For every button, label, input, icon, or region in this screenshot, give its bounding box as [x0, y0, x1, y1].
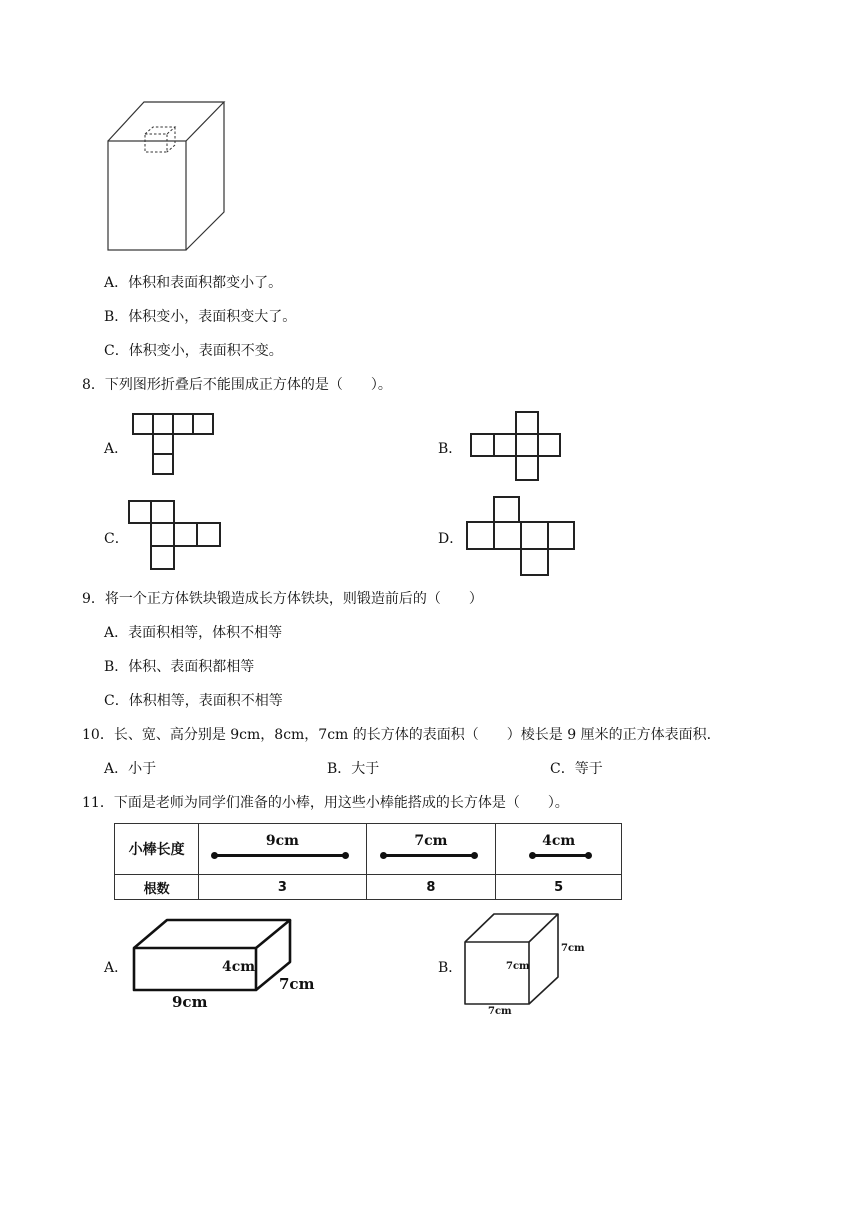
- option-letter: C．: [104, 343, 129, 359]
- option-letter: B．: [327, 761, 352, 777]
- q10-question: 10．长、宽、高分别是 9cm，8cm，7cm 的长方体的表面积（ ）棱长是 9 厘米的正方体表面积.: [82, 727, 712, 743]
- q8-option-c-label[interactable]: C．: [104, 531, 129, 547]
- option-text: 表面积相等，体积不相等: [128, 625, 283, 641]
- cuboid-depth-label: 7cm: [279, 975, 315, 993]
- cube-bottom-label: 7cm: [488, 1006, 512, 1017]
- stick-count-9cm: 3: [199, 875, 366, 900]
- cuboid-height-label: 4cm: [222, 959, 256, 975]
- cube-side-label: 7cm: [561, 943, 585, 954]
- cuboid-length-label: 9cm: [172, 993, 208, 1011]
- option-text: 体积和表面积都变小了。: [128, 275, 283, 291]
- stick-length-header: 小棒长度: [115, 824, 199, 875]
- option-letter: C．: [104, 693, 129, 709]
- option-text: 小于: [128, 761, 157, 777]
- option-text: 体积相等，表面积不相等: [128, 693, 283, 709]
- option-letter: C．: [550, 761, 575, 777]
- q9-question: 9．将一个正方体铁块锻造成长方体铁块，则锻造前后的（ ）: [82, 591, 483, 607]
- option-text: 大于: [351, 761, 380, 777]
- option-letter: A．: [104, 625, 129, 641]
- option-text: 体积、表面积都相等: [128, 659, 255, 675]
- q11-option-a-label[interactable]: A．: [104, 960, 129, 976]
- option-letter: A．: [104, 275, 129, 291]
- q11-question: 11．下面是老师为同学们准备的小棒，用这些小棒能搭成的长方体是（ ）。: [82, 795, 569, 811]
- stick-count-header: 根数: [115, 875, 199, 900]
- cube-front-label: 7cm: [506, 961, 530, 972]
- option-letter: B．: [104, 659, 129, 675]
- option-letter: A．: [104, 761, 129, 777]
- stick-length-label: 9cm: [265, 833, 299, 849]
- q8-question: 8．下列图形折叠后不能围成正方体的是（ ）。: [82, 377, 392, 393]
- stick-count-4cm: 5: [496, 875, 622, 900]
- q8-option-b-label[interactable]: B．: [438, 441, 463, 457]
- q11-option-b-label[interactable]: B．: [438, 960, 463, 976]
- stick-length-label: 7cm: [414, 833, 448, 849]
- stick-count-7cm: 8: [366, 875, 496, 900]
- q8-option-d-label[interactable]: D．: [438, 531, 464, 547]
- q8-option-a-label[interactable]: A．: [104, 441, 129, 457]
- stick-length-label: 4cm: [542, 833, 576, 849]
- option-text: 体积变小，表面积变大了。: [128, 309, 297, 325]
- option-text: 等于: [574, 761, 603, 777]
- option-letter: B．: [104, 309, 129, 325]
- option-text: 体积变小，表面积不变。: [128, 343, 283, 359]
